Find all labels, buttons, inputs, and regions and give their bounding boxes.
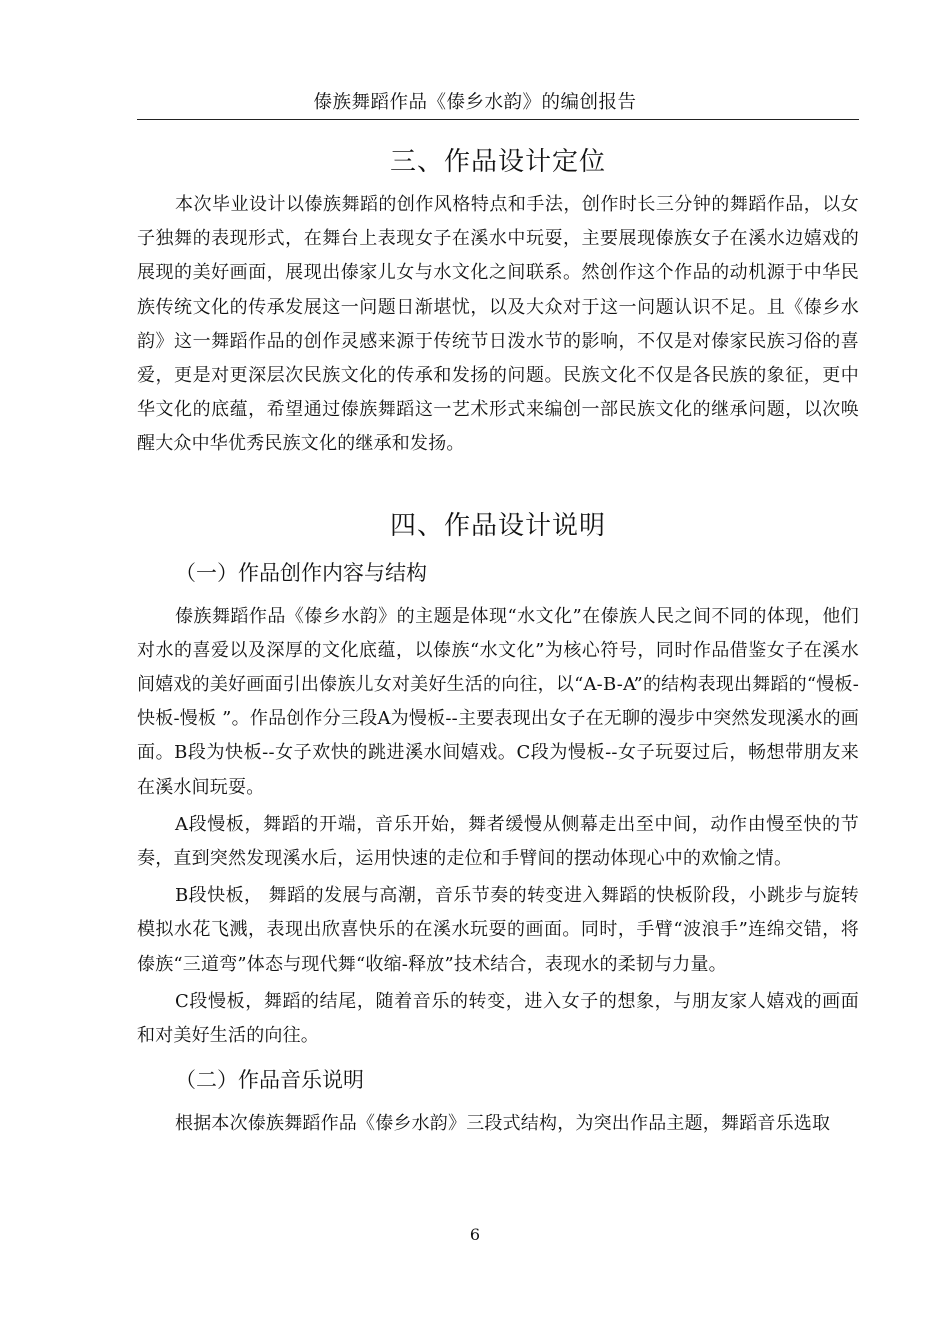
subsection-1-paragraph-2: A段慢板，舞蹈的开端，音乐开始，舞者缓慢从侧幕走出至中间，动作由慢至快的节奏，直到突然发现溪水后，运用快速的走位和手臂间的摆动体现心中的欢愉之情。 <box>137 813 859 870</box>
header-rule <box>137 119 859 120</box>
page-number: 6 <box>469 1225 481 1244</box>
subsection-2-paragraph: 根据本次傣族舞蹈作品《傣乡水韵》三段式结构，为突出作品主题，舞蹈音乐选取 <box>175 1113 831 1135</box>
running-header: 傣族舞蹈作品《傣乡水韵》的编创报告 <box>313 92 637 113</box>
subsection-1-title: （一）作品创作内容与结构 <box>175 560 427 585</box>
section-4-title: 四、作品设计说明 <box>389 510 606 541</box>
section-3-paragraph: 本次毕业设计以傣族舞蹈的创作风格特点和手法，创作时长三分钟的舞蹈作品，以女子独舞的表现形式，在舞台上表现女子在溪水中玩耍，主要展现傣族女子在溪水边嬉戏的展现的美好画面，展现出傣家儿女与水文化之间联系。然创作这个作品的动机源于中华民族传统文化的传承发展这一问题日渐堪忧，以及大众对于这一问题认识不足。且《傣乡水韵》这一舞蹈作品的创作灵感来源于传统节日泼水节的影响，不仅是对傣家民族习俗的喜爱，更是对更深层次民族文化的传承和发扬的问题。民族文化不仅是各民族的象征，更中华文化的底蕴，希望通过傣族舞蹈这一艺术形式来编创一部民族文化的继承问题，以次唤醒大众中华优秀民族文化的继承和发扬。 <box>137 194 859 455</box>
subsection-1-paragraph-1: 傣族舞蹈作品《傣乡水韵》的主题是体现“水文化”在傣族人民之间不同的体现，他们对水的喜爱以及深厚的文化底蕴，以傣族“水文化”为核心符号，同时作品借鉴女子在溪水间嬉戏的美好画面引出傣族儿女对美好生活的向往，以“A-B-A”的结构表现出舞蹈的“慢板-快板-慢板 ”。作品创作分三段A为慢板--主要表现出女子在无聊的漫步中突然发现溪水的画面。B段为快板--女子欢快的跳进溪水间嬉戏。C段为慢板--女子玩耍过后，畅想带朋友来在溪水间玩耍。 <box>137 605 859 798</box>
page-body <box>137 142 859 1141</box>
section-3-title: 三、作品设计定位 <box>389 147 606 177</box>
subsection-1-paragraph-3: B段快板， 舞蹈的发展与高潮，音乐节奏的转变进入舞蹈的快板阶段，小跳步与旋转模拟水花飞溅，表现出欣喜快乐的在溪水玩耍的画面。同时，手臂“波浪手”连绵交错，将傣族“三道弯”体态与现代舞“收缩-释放”技术结合，表现水的柔韧与力量。 <box>137 885 859 975</box>
subsection-1-paragraph-4: C段慢板，舞蹈的结尾，随着音乐的转变，进入女子的想象，与朋友家人嬉戏的画面和对美好生活的向往。 <box>137 990 859 1047</box>
subsection-2-title: （二）作品音乐说明 <box>175 1068 364 1093</box>
